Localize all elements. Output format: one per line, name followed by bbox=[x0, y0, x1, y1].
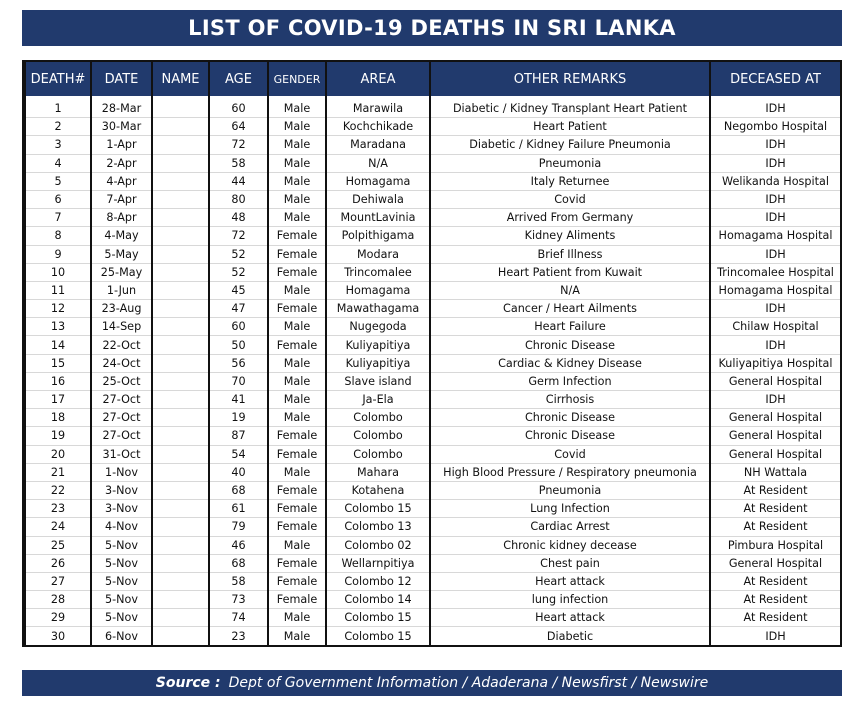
cell-name bbox=[152, 500, 209, 518]
cell-deceased-at: IDH bbox=[710, 190, 841, 208]
cell-date: 28-Mar bbox=[91, 96, 152, 118]
cell-death-number: 15 bbox=[25, 354, 91, 372]
table-row bbox=[25, 118, 841, 136]
cell-remarks: Diabetic bbox=[430, 627, 710, 645]
cell-deceased-at: IDH bbox=[710, 627, 841, 645]
cell-date: 25-May bbox=[91, 263, 152, 281]
cell-date: 23-Aug bbox=[91, 300, 152, 318]
cell-death-number: 26 bbox=[25, 554, 91, 572]
cell-death-number: 30 bbox=[25, 627, 91, 645]
table-header-row bbox=[25, 62, 841, 96]
cell-area: Marawila bbox=[326, 96, 430, 118]
cell-remarks: N/A bbox=[430, 281, 710, 299]
cell-deceased-at: Chilaw Hospital bbox=[710, 318, 841, 336]
cell-remarks: Cancer / Heart Ailments bbox=[430, 300, 710, 318]
col-header-name: NAME bbox=[152, 62, 209, 96]
cell-age: 60 bbox=[209, 96, 268, 118]
table-row bbox=[25, 627, 841, 645]
cell-name bbox=[152, 263, 209, 281]
cell-name bbox=[152, 427, 209, 445]
table-row bbox=[25, 481, 841, 499]
cell-date: 4-May bbox=[91, 227, 152, 245]
cell-area: Mawathagama bbox=[326, 300, 430, 318]
cell-death-number: 10 bbox=[25, 263, 91, 281]
cell-deceased-at: IDH bbox=[710, 209, 841, 227]
col-header-date: DATE bbox=[91, 62, 152, 96]
cell-gender: Male bbox=[268, 318, 326, 336]
table-row bbox=[25, 518, 841, 536]
cell-area: Colombo 15 bbox=[326, 627, 430, 645]
table-row bbox=[25, 281, 841, 299]
cell-name bbox=[152, 154, 209, 172]
table-row bbox=[25, 190, 841, 208]
cell-death-number: 21 bbox=[25, 463, 91, 481]
cell-gender: Male bbox=[268, 409, 326, 427]
cell-age: 54 bbox=[209, 445, 268, 463]
table-row bbox=[25, 209, 841, 227]
cell-name bbox=[152, 445, 209, 463]
cell-deceased-at: IDH bbox=[710, 300, 841, 318]
cell-death-number: 18 bbox=[25, 409, 91, 427]
cell-name bbox=[152, 518, 209, 536]
cell-gender: Male bbox=[268, 372, 326, 390]
cell-area: Slave island bbox=[326, 372, 430, 390]
cell-area: Kuliyapitiya bbox=[326, 336, 430, 354]
page-title: LIST OF COVID-19 DEATHS IN SRI LANKA bbox=[22, 10, 842, 46]
cell-death-number: 17 bbox=[25, 391, 91, 409]
cell-date: 5-Nov bbox=[91, 609, 152, 627]
table-row bbox=[25, 172, 841, 190]
cell-remarks: Heart attack bbox=[430, 572, 710, 590]
table-row bbox=[25, 354, 841, 372]
cell-age: 72 bbox=[209, 136, 268, 154]
cell-gender: Male bbox=[268, 281, 326, 299]
cell-gender: Female bbox=[268, 445, 326, 463]
cell-area: Kotahena bbox=[326, 481, 430, 499]
cell-gender: Male bbox=[268, 118, 326, 136]
col-header-deceased-at: DECEASED AT bbox=[710, 62, 841, 96]
cell-death-number: 13 bbox=[25, 318, 91, 336]
cell-name bbox=[152, 572, 209, 590]
cell-age: 23 bbox=[209, 627, 268, 645]
cell-remarks: Lung Infection bbox=[430, 500, 710, 518]
table-row bbox=[25, 318, 841, 336]
table-row bbox=[25, 572, 841, 590]
cell-age: 80 bbox=[209, 190, 268, 208]
cell-gender: Female bbox=[268, 227, 326, 245]
cell-remarks: Chronic kidney decease bbox=[430, 536, 710, 554]
cell-remarks: Italy Returnee bbox=[430, 172, 710, 190]
cell-remarks: Chronic Disease bbox=[430, 409, 710, 427]
table-row bbox=[25, 445, 841, 463]
cell-name bbox=[152, 536, 209, 554]
table-row bbox=[25, 263, 841, 281]
cell-gender: Female bbox=[268, 245, 326, 263]
cell-age: 41 bbox=[209, 391, 268, 409]
cell-name bbox=[152, 300, 209, 318]
table-row bbox=[25, 154, 841, 172]
cell-name bbox=[152, 281, 209, 299]
cell-deceased-at: General Hospital bbox=[710, 409, 841, 427]
cell-death-number: 4 bbox=[25, 154, 91, 172]
cell-gender: Female bbox=[268, 427, 326, 445]
cell-area: Mahara bbox=[326, 463, 430, 481]
cell-remarks: Germ Infection bbox=[430, 372, 710, 390]
cell-name bbox=[152, 591, 209, 609]
cell-age: 56 bbox=[209, 354, 268, 372]
cell-age: 48 bbox=[209, 209, 268, 227]
cell-area: Colombo 12 bbox=[326, 572, 430, 590]
cell-age: 58 bbox=[209, 572, 268, 590]
cell-name bbox=[152, 118, 209, 136]
cell-remarks: Covid bbox=[430, 190, 710, 208]
cell-name bbox=[152, 463, 209, 481]
cell-deceased-at: IDH bbox=[710, 154, 841, 172]
cell-age: 58 bbox=[209, 154, 268, 172]
table-row bbox=[25, 372, 841, 390]
cell-age: 52 bbox=[209, 245, 268, 263]
cell-area: Homagama bbox=[326, 281, 430, 299]
cell-date: 1-Jun bbox=[91, 281, 152, 299]
cell-area: Colombo bbox=[326, 445, 430, 463]
cell-gender: Male bbox=[268, 154, 326, 172]
cell-deceased-at: At Resident bbox=[710, 572, 841, 590]
cell-area: Maradana bbox=[326, 136, 430, 154]
cell-age: 44 bbox=[209, 172, 268, 190]
cell-deceased-at: At Resident bbox=[710, 500, 841, 518]
cell-remarks: Heart attack bbox=[430, 609, 710, 627]
cell-name bbox=[152, 609, 209, 627]
cell-age: 50 bbox=[209, 336, 268, 354]
cell-death-number: 11 bbox=[25, 281, 91, 299]
cell-area: Colombo 15 bbox=[326, 609, 430, 627]
cell-date: 3-Nov bbox=[91, 481, 152, 499]
cell-area: Dehiwala bbox=[326, 190, 430, 208]
cell-death-number: 8 bbox=[25, 227, 91, 245]
cell-deceased-at: At Resident bbox=[710, 481, 841, 499]
cell-remarks: Cardiac & Kidney Disease bbox=[430, 354, 710, 372]
cell-age: 52 bbox=[209, 263, 268, 281]
cell-remarks: Pneumonia bbox=[430, 481, 710, 499]
cell-date: 1-Nov bbox=[91, 463, 152, 481]
cell-death-number: 3 bbox=[25, 136, 91, 154]
cell-death-number: 5 bbox=[25, 172, 91, 190]
cell-gender: Male bbox=[268, 627, 326, 645]
cell-deceased-at: General Hospital bbox=[710, 554, 841, 572]
cell-gender: Male bbox=[268, 136, 326, 154]
cell-remarks: Cardiac Arrest bbox=[430, 518, 710, 536]
cell-area: Colombo bbox=[326, 409, 430, 427]
cell-remarks: lung infection bbox=[430, 591, 710, 609]
cell-area: Nugegoda bbox=[326, 318, 430, 336]
col-header-age: AGE bbox=[209, 62, 268, 96]
cell-remarks: Brief Illness bbox=[430, 245, 710, 263]
cell-death-number: 23 bbox=[25, 500, 91, 518]
table-row bbox=[25, 554, 841, 572]
table-row bbox=[25, 96, 841, 118]
cell-area: Kuliyapitiya bbox=[326, 354, 430, 372]
cell-age: 47 bbox=[209, 300, 268, 318]
cell-death-number: 9 bbox=[25, 245, 91, 263]
cell-deceased-at: Homagama Hospital bbox=[710, 227, 841, 245]
cell-death-number: 1 bbox=[25, 96, 91, 118]
cell-death-number: 7 bbox=[25, 209, 91, 227]
cell-remarks: Diabetic / Kidney Transplant Heart Patient bbox=[430, 96, 710, 118]
cell-age: 68 bbox=[209, 481, 268, 499]
table-row bbox=[25, 409, 841, 427]
cell-remarks: Chronic Disease bbox=[430, 336, 710, 354]
cell-age: 72 bbox=[209, 227, 268, 245]
source-label: Source : bbox=[155, 675, 221, 691]
cell-gender: Female bbox=[268, 263, 326, 281]
cell-age: 46 bbox=[209, 536, 268, 554]
cell-date: 4-Nov bbox=[91, 518, 152, 536]
cell-remarks: Arrived From Germany bbox=[430, 209, 710, 227]
cell-deceased-at: NH Wattala bbox=[710, 463, 841, 481]
cell-age: 79 bbox=[209, 518, 268, 536]
cell-death-number: 14 bbox=[25, 336, 91, 354]
cell-death-number: 25 bbox=[25, 536, 91, 554]
cell-deceased-at: General Hospital bbox=[710, 427, 841, 445]
cell-gender: Male bbox=[268, 609, 326, 627]
cell-gender: Male bbox=[268, 354, 326, 372]
cell-age: 64 bbox=[209, 118, 268, 136]
cell-remarks: Chest pain bbox=[430, 554, 710, 572]
cell-area: Polpithigama bbox=[326, 227, 430, 245]
cell-remarks: Heart Patient bbox=[430, 118, 710, 136]
cell-date: 31-Oct bbox=[91, 445, 152, 463]
cell-name bbox=[152, 245, 209, 263]
cell-deceased-at: IDH bbox=[710, 136, 841, 154]
cell-name bbox=[152, 372, 209, 390]
cell-gender: Female bbox=[268, 518, 326, 536]
source-footer bbox=[22, 670, 842, 696]
cell-deceased-at: IDH bbox=[710, 96, 841, 118]
cell-age: 45 bbox=[209, 281, 268, 299]
cell-date: 27-Oct bbox=[91, 391, 152, 409]
cell-deceased-at: IDH bbox=[710, 391, 841, 409]
table-row bbox=[25, 136, 841, 154]
cell-death-number: 29 bbox=[25, 609, 91, 627]
cell-date: 30-Mar bbox=[91, 118, 152, 136]
cell-deceased-at: IDH bbox=[710, 245, 841, 263]
deaths-table bbox=[22, 60, 842, 647]
table-row bbox=[25, 463, 841, 481]
cell-death-number: 22 bbox=[25, 481, 91, 499]
cell-death-number: 2 bbox=[25, 118, 91, 136]
cell-name bbox=[152, 391, 209, 409]
cell-date: 7-Apr bbox=[91, 190, 152, 208]
cell-gender: Male bbox=[268, 536, 326, 554]
cell-remarks: Diabetic / Kidney Failure Pneumonia bbox=[430, 136, 710, 154]
cell-date: 5-Nov bbox=[91, 591, 152, 609]
cell-remarks: Covid bbox=[430, 445, 710, 463]
cell-gender: Female bbox=[268, 500, 326, 518]
cell-gender: Female bbox=[268, 336, 326, 354]
cell-deceased-at: IDH bbox=[710, 336, 841, 354]
cell-deceased-at: Trincomalee Hospital bbox=[710, 263, 841, 281]
cell-area: Kochchikade bbox=[326, 118, 430, 136]
cell-remarks: Heart Failure bbox=[430, 318, 710, 336]
table-row bbox=[25, 536, 841, 554]
col-header-remarks: OTHER REMARKS bbox=[430, 62, 710, 96]
cell-gender: Female bbox=[268, 572, 326, 590]
cell-name bbox=[152, 227, 209, 245]
cell-deceased-at: Kuliyapitiya Hospital bbox=[710, 354, 841, 372]
cell-name bbox=[152, 481, 209, 499]
source-text: Dept of Government Information / Adaderana / Newsfirst / Newswire bbox=[228, 675, 709, 691]
cell-date: 5-Nov bbox=[91, 536, 152, 554]
cell-date: 5-Nov bbox=[91, 554, 152, 572]
cell-date: 5-May bbox=[91, 245, 152, 263]
cell-deceased-at: General Hospital bbox=[710, 445, 841, 463]
table-row bbox=[25, 427, 841, 445]
cell-gender: Female bbox=[268, 300, 326, 318]
col-header-area: AREA bbox=[326, 62, 430, 96]
cell-gender: Female bbox=[268, 554, 326, 572]
cell-area: Colombo 02 bbox=[326, 536, 430, 554]
cell-remarks: Pneumonia bbox=[430, 154, 710, 172]
cell-area: Homagama bbox=[326, 172, 430, 190]
cell-remarks: Cirrhosis bbox=[430, 391, 710, 409]
cell-gender: Male bbox=[268, 391, 326, 409]
cell-age: 68 bbox=[209, 554, 268, 572]
cell-area: MountLavinia bbox=[326, 209, 430, 227]
cell-death-number: 19 bbox=[25, 427, 91, 445]
table-row bbox=[25, 591, 841, 609]
cell-name bbox=[152, 96, 209, 118]
cell-date: 22-Oct bbox=[91, 336, 152, 354]
cell-date: 2-Apr bbox=[91, 154, 152, 172]
cell-gender: Male bbox=[268, 209, 326, 227]
cell-deceased-at: Negombo Hospital bbox=[710, 118, 841, 136]
cell-name bbox=[152, 190, 209, 208]
cell-deceased-at: Homagama Hospital bbox=[710, 281, 841, 299]
cell-name bbox=[152, 136, 209, 154]
cell-gender: Female bbox=[268, 481, 326, 499]
cell-date: 1-Apr bbox=[91, 136, 152, 154]
cell-remarks: Kidney Aliments bbox=[430, 227, 710, 245]
cell-area: Colombo 14 bbox=[326, 591, 430, 609]
cell-name bbox=[152, 554, 209, 572]
cell-death-number: 16 bbox=[25, 372, 91, 390]
cell-name bbox=[152, 627, 209, 645]
cell-deceased-at: Pimbura Hospital bbox=[710, 536, 841, 554]
cell-name bbox=[152, 209, 209, 227]
cell-deceased-at: At Resident bbox=[710, 591, 841, 609]
cell-remarks: Heart Patient from Kuwait bbox=[430, 263, 710, 281]
col-header-death: DEATH# bbox=[25, 62, 91, 96]
col-header-gender: GENDER bbox=[268, 62, 326, 96]
cell-area: Wellarnpitiya bbox=[326, 554, 430, 572]
cell-area: Colombo 15 bbox=[326, 500, 430, 518]
cell-gender: Male bbox=[268, 172, 326, 190]
cell-date: 27-Oct bbox=[91, 409, 152, 427]
cell-age: 73 bbox=[209, 591, 268, 609]
table-body bbox=[25, 96, 841, 645]
cell-deceased-at: At Resident bbox=[710, 518, 841, 536]
cell-death-number: 6 bbox=[25, 190, 91, 208]
cell-age: 40 bbox=[209, 463, 268, 481]
cell-date: 4-Apr bbox=[91, 172, 152, 190]
cell-age: 61 bbox=[209, 500, 268, 518]
cell-date: 3-Nov bbox=[91, 500, 152, 518]
cell-area: Ja-Ela bbox=[326, 391, 430, 409]
cell-date: 5-Nov bbox=[91, 572, 152, 590]
table-row bbox=[25, 336, 841, 354]
cell-date: 24-Oct bbox=[91, 354, 152, 372]
table-row bbox=[25, 300, 841, 318]
cell-death-number: 12 bbox=[25, 300, 91, 318]
cell-area: Modara bbox=[326, 245, 430, 263]
table-row bbox=[25, 391, 841, 409]
cell-gender: Male bbox=[268, 190, 326, 208]
cell-name bbox=[152, 409, 209, 427]
table-row bbox=[25, 609, 841, 627]
cell-date: 14-Sep bbox=[91, 318, 152, 336]
cell-death-number: 24 bbox=[25, 518, 91, 536]
cell-date: 8-Apr bbox=[91, 209, 152, 227]
table-row bbox=[25, 500, 841, 518]
cell-deceased-at: Welikanda Hospital bbox=[710, 172, 841, 190]
cell-name bbox=[152, 318, 209, 336]
cell-area: Colombo 13 bbox=[326, 518, 430, 536]
cell-name bbox=[152, 172, 209, 190]
cell-remarks: High Blood Pressure / Respiratory pneumonia bbox=[430, 463, 710, 481]
cell-death-number: 20 bbox=[25, 445, 91, 463]
cell-age: 19 bbox=[209, 409, 268, 427]
table-row bbox=[25, 227, 841, 245]
cell-area: N/A bbox=[326, 154, 430, 172]
cell-age: 74 bbox=[209, 609, 268, 627]
cell-deceased-at: At Resident bbox=[710, 609, 841, 627]
cell-age: 87 bbox=[209, 427, 268, 445]
cell-death-number: 27 bbox=[25, 572, 91, 590]
cell-gender: Female bbox=[268, 591, 326, 609]
cell-name bbox=[152, 354, 209, 372]
cell-death-number: 28 bbox=[25, 591, 91, 609]
cell-area: Trincomalee bbox=[326, 263, 430, 281]
cell-date: 6-Nov bbox=[91, 627, 152, 645]
cell-gender: Male bbox=[268, 96, 326, 118]
cell-deceased-at: General Hospital bbox=[710, 372, 841, 390]
cell-date: 25-Oct bbox=[91, 372, 152, 390]
cell-name bbox=[152, 336, 209, 354]
cell-age: 70 bbox=[209, 372, 268, 390]
cell-remarks: Chronic Disease bbox=[430, 427, 710, 445]
table-row bbox=[25, 245, 841, 263]
cell-area: Colombo bbox=[326, 427, 430, 445]
cell-date: 27-Oct bbox=[91, 427, 152, 445]
cell-age: 60 bbox=[209, 318, 268, 336]
cell-gender: Male bbox=[268, 463, 326, 481]
